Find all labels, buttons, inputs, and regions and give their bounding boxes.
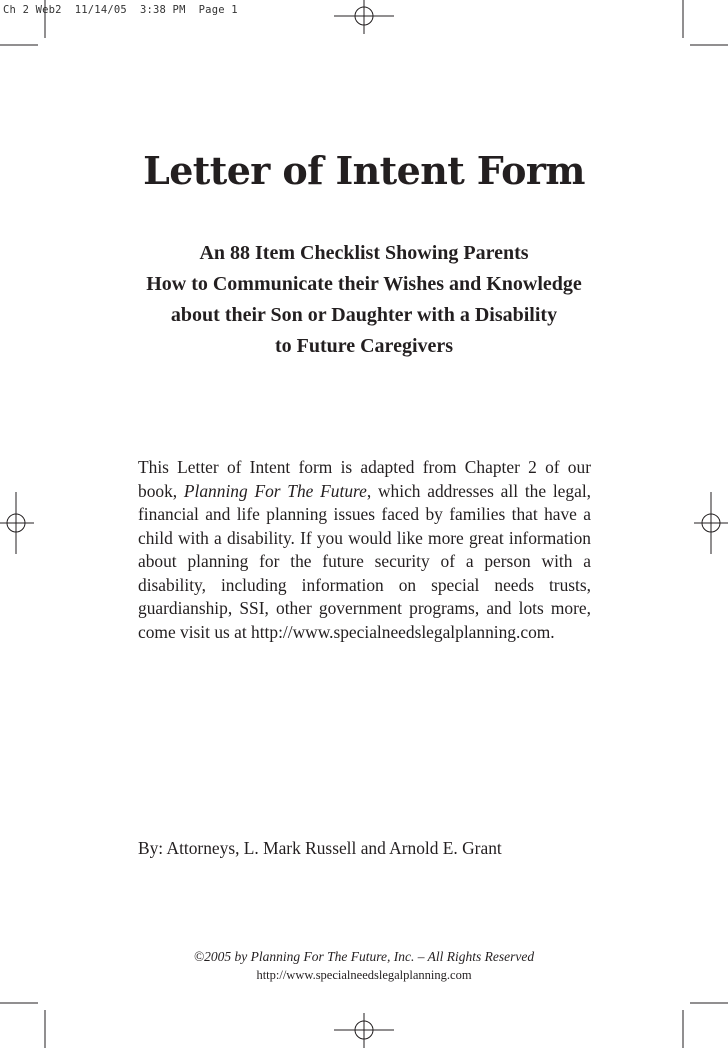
page-title: Letter of Intent Form (143, 148, 585, 193)
intro-text-after: , which addresses all the legal, financial and life planning issues faced by families that have a child with a disability. If you would like more great information about planning for the future security of a person with a disability, including information on special needs trusts, guardianship, SSI, other government programs, and lots more, come visit us at http://www.specialneedslegalplanning.com. (138, 480, 591, 642)
subtitle-line: An 88 Item Checklist Showing Parents (199, 242, 529, 264)
subtitle (130, 238, 598, 362)
subtitle-line: to Future Caregivers (274, 335, 454, 357)
book-title: Planning For The Future (183, 480, 367, 501)
intro-paragraph (138, 456, 591, 644)
subtitle-line: How to Communicate their Wishes and Knowledge (146, 273, 582, 295)
copyright-notice: ©2005 by Planning For The Future, Inc. – All Rights Reserved (193, 949, 535, 964)
registration-mark-left (0, 492, 34, 554)
registration-mark-bottom (334, 1013, 394, 1048)
subtitle-line: about their Son or Daughter with a Disability (170, 304, 558, 326)
print-slug: Ch 2 Web2 11/14/05 3:38 PM Page 1 (3, 4, 238, 16)
registration-mark-top (334, 0, 394, 34)
intro-text-before: This Letter of Intent form is adapted from Chapter 2 of our book, (138, 457, 591, 501)
footer-url: http://www.specialneedslegalplanning.com (256, 968, 472, 982)
byline: By: Attorneys, L. Mark Russell and Arnold E. Grant (138, 838, 502, 858)
registration-mark-right (694, 492, 728, 554)
